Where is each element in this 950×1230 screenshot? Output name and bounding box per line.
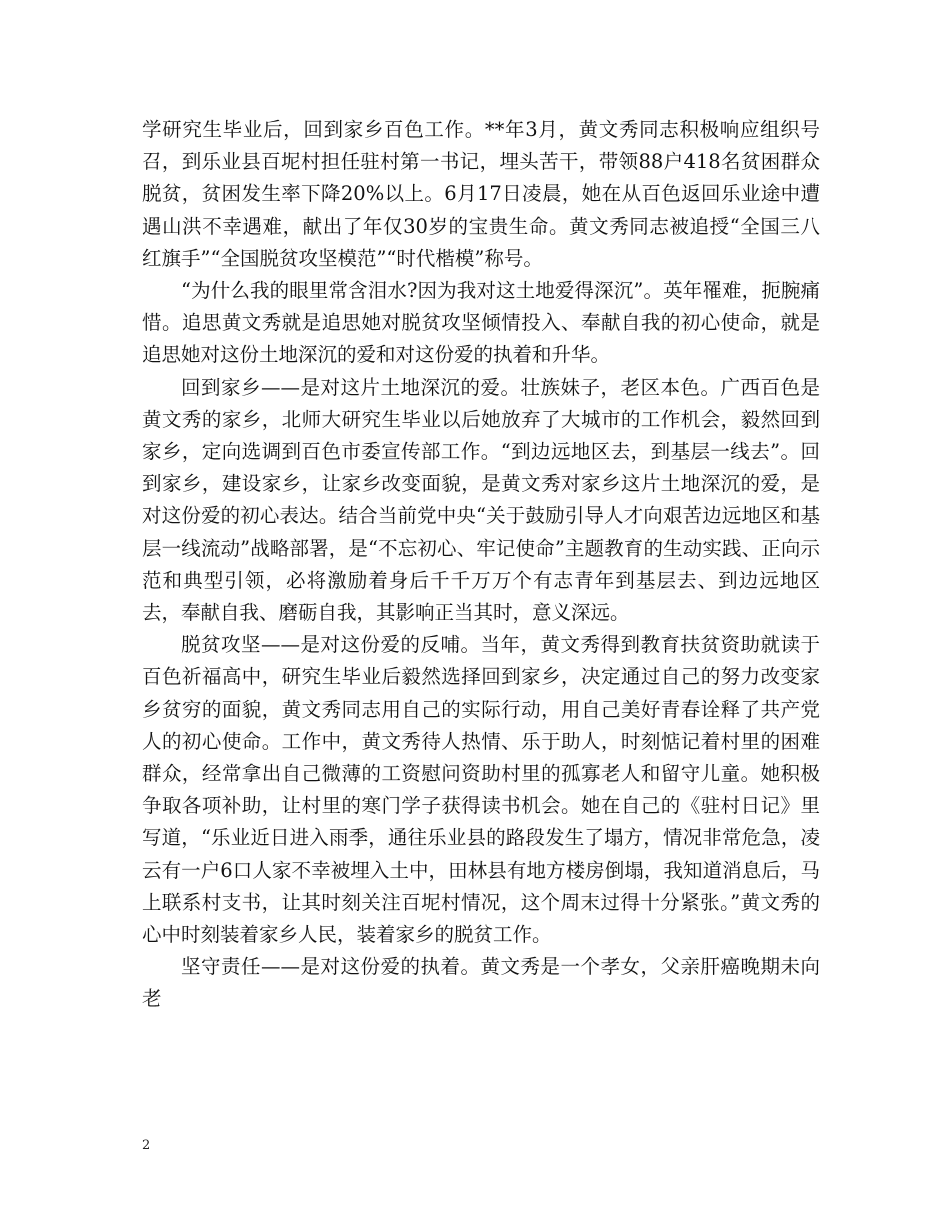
paragraph: 脱贫攻坚——是对这份爱的反哺。当年，黄文秀得到教育扶贫资助就读于百色祈福高中，研究生毕业后毅然选择回到家乡，决定通过自己的努力改变家乡贫穷的面貌，黄文秀同志用自己的实际行动，用自己美好青春诠释了共产党人的初心使命。工作中，黄文秀待人热情、乐于助人，时刻惦记着村里的困难群众，经常拿出自己微薄的工资慰问资助村里的孤寡老人和留守儿童。她积极争取各项补助，让村里的寒门学子获得读书机会。她在自己的《驻村日记》里写道，“乐业近日进入雨季，通往乐业县的路段发生了塌方，情况非常危急，凌云有一户6口人家不幸被埋入土中，田林县有地方楼房倒塌，我知道消息后，马上联系村支书，让其时刻关注百坭村情况，这个周末过得十分紧张。”黄文秀的心中时刻装着家乡人民，装着家乡的脱贫工作。 [142,633,820,947]
page-number: 2 [142,1138,151,1153]
paragraph-continued: 学研究生毕业后，回到家乡百色工作。**年3月，黄文秀同志积极响应组织号召，到乐业县百坭村担任驻村第一书记，埋头苦干，带领88户418名贫困群众脱贫，贫困发生率下降20%以上。6月17日凌晨，她在从百色返回乐业途中遭遇山洪不幸遇难，献出了年仅30岁的宝贵生命。黄文秀同志被追授“全国三八红旗手”“全国脱贫攻坚模范”“时代楷模”称号。 [142,118,820,270]
paragraph: 回到家乡——是对这片土地深沉的爱。壮族妹子，老区本色。广西百色是黄文秀的家乡，北师大研究生毕业以后她放弃了大城市的工作机会，毅然回到家乡，定向选调到百色市委宣传部工作。“到边远地区去，到基层一线去”。回到家乡，建设家乡，让家乡改变面貌，是黄文秀对家乡这片土地深沉的爱，是对这份爱的初心表达。结合当前党中央“关于鼓励引导人才向艰苦边远地区和基层一线流动”战略部署，是“不忘初心、牢记使命”主题教育的生动实践、正向示范和典型引领，必将激励着身后千千万万个有志青年到基层去、到边远地区去，奉献自我、磨砺自我，其影响正当其时，意义深远。 [142,375,820,625]
paragraph: 坚守责任——是对这份爱的执着。黄文秀是一个孝女，父亲肝癌晚期未向老 [142,955,820,1011]
paragraph: “为什么我的眼里常含泪水?因为我对这土地爱得深沉”。英年罹难，扼腕痛惜。追思黄文秀就是追思她对脱贫攻坚倾情投入、奉献自我的初心使命，就是追思她对这份土地深沉的爱和对这份爱的执着和升华。 [142,279,820,367]
article-body [142,114,820,1016]
